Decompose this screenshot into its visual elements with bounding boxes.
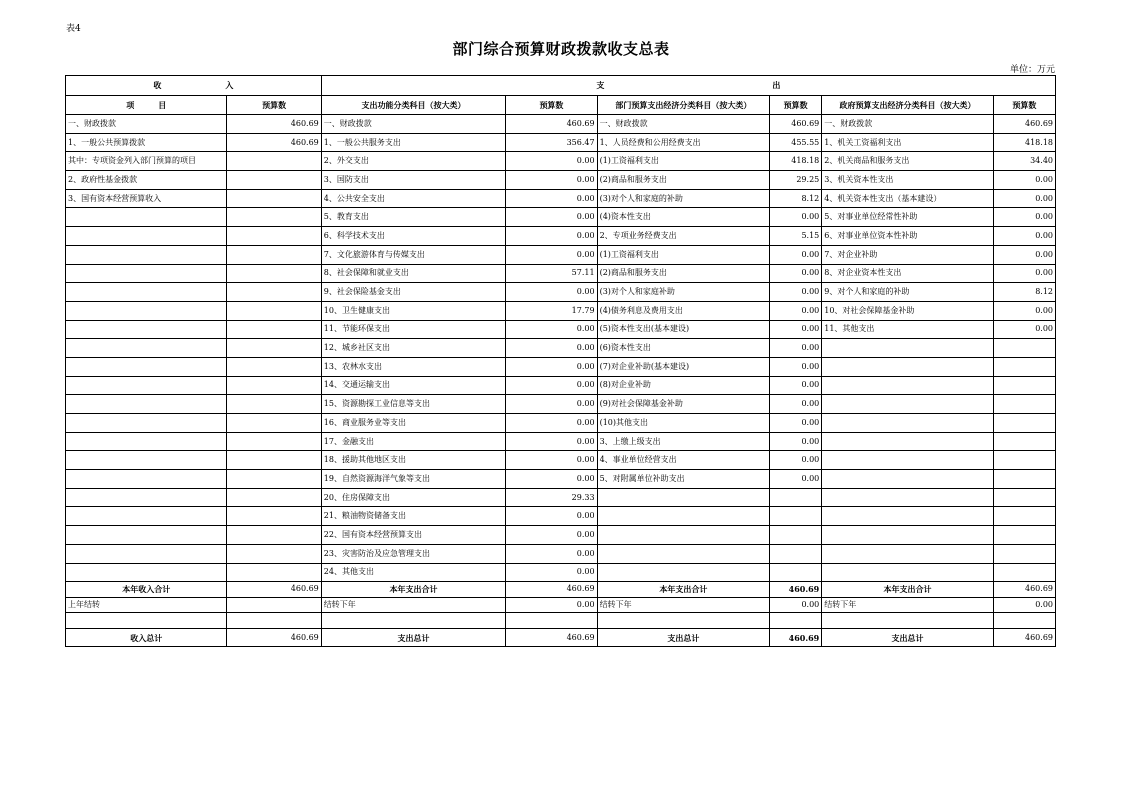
income-item: [66, 301, 227, 320]
dept-econ-amount: 460.69: [770, 115, 822, 134]
dept-econ-item: (2)商品和服务支出: [597, 171, 770, 190]
dept-econ-amount: [770, 526, 822, 545]
gov-econ-item: 2、机关商品和服务支出: [822, 152, 994, 171]
table-row: [66, 208, 1056, 227]
dept-econ-item: 支出总计: [597, 628, 770, 647]
func-amount: 0.00: [506, 563, 597, 582]
income-item: [66, 526, 227, 545]
dept-econ-amount: 0.00: [770, 470, 822, 489]
table-row: [66, 245, 1056, 264]
income-amount: 460.69: [227, 115, 321, 134]
dept-econ-amount: 0.00: [770, 264, 822, 283]
gov-econ-amount: [993, 414, 1055, 433]
func-amount: 356.47: [506, 133, 597, 152]
func-amount: 0.00: [506, 152, 597, 171]
budget-table: [65, 75, 1056, 647]
table-row: [66, 395, 1056, 414]
func-item: 23、灾害防治及应急管理支出: [321, 544, 506, 563]
income-item: 3、国有资本经营预算收入: [66, 189, 227, 208]
table-row: [66, 432, 1056, 451]
income-item: [66, 320, 227, 339]
func-amount: 0.00: [506, 320, 597, 339]
gov-econ-amount: [993, 613, 1055, 629]
func-item: 5、教育支出: [321, 208, 506, 227]
dept-econ-item: 结转下年: [597, 597, 770, 613]
col-budget-header: 预算数: [770, 95, 822, 115]
func-item: 17、金融支出: [321, 432, 506, 451]
table-row: [66, 171, 1056, 190]
func-amount: 0.00: [506, 283, 597, 302]
table-row: [66, 339, 1056, 358]
table-row: [66, 227, 1056, 246]
dept-econ-amount: 29.25: [770, 171, 822, 190]
gov-econ-item: 7、对企业补助: [822, 245, 994, 264]
dept-econ-amount: 0.00: [770, 414, 822, 433]
gov-econ-item: [822, 432, 994, 451]
func-item: 21、粮油物资储备支出: [321, 507, 506, 526]
func-amount: 0.00: [506, 357, 597, 376]
gov-econ-item: 10、对社会保障基金补助: [822, 301, 994, 320]
header-row-top: [66, 76, 1056, 96]
dept-econ-amount: 460.69: [770, 582, 822, 598]
func-item: 11、节能环保支出: [321, 320, 506, 339]
income-amount: 460.69: [227, 582, 321, 598]
func-item: 6、科学技术支出: [321, 227, 506, 246]
dept-econ-item: 5、对附属单位补助支出: [597, 470, 770, 489]
income-amount: [227, 395, 321, 414]
income-item: 收入总计: [66, 628, 227, 647]
income-amount: [227, 597, 321, 613]
dept-econ-amount: 0.00: [770, 245, 822, 264]
income-amount: [227, 470, 321, 489]
gov-econ-amount: [993, 488, 1055, 507]
dept-econ-item: (8)对企业补助: [597, 376, 770, 395]
gov-econ-item: [822, 357, 994, 376]
unit-label: 单位：万元: [1009, 65, 1055, 75]
dept-econ-item: (2)商品和服务支出: [597, 264, 770, 283]
func-amount: 0.00: [506, 245, 597, 264]
gov-econ-item: [822, 414, 994, 433]
func-item: 4、公共安全支出: [321, 189, 506, 208]
dept-econ-item: 2、专项业务经费支出: [597, 227, 770, 246]
income-item: [66, 357, 227, 376]
func-amount: 0.00: [506, 414, 597, 433]
dept-econ-amount: 5.15: [770, 227, 822, 246]
gov-econ-item: 8、对企业资本性支出: [822, 264, 994, 283]
func-item: 13、农林水支出: [321, 357, 506, 376]
income-amount: [227, 283, 321, 302]
income-amount: [227, 227, 321, 246]
dept-econ-amount: 0.00: [770, 395, 822, 414]
income-item: [66, 613, 227, 629]
gov-econ-amount: 0.00: [993, 208, 1055, 227]
dept-econ-amount: 455.55: [770, 133, 822, 152]
dept-econ-amount: 0.00: [770, 320, 822, 339]
gov-econ-amount: [993, 526, 1055, 545]
func-item: 18、援助其他地区支出: [321, 451, 506, 470]
func-item: 10、卫生健康支出: [321, 301, 506, 320]
dept-econ-amount: 0.00: [770, 451, 822, 470]
gov-econ-amount: 460.69: [993, 115, 1055, 134]
col-dept-econ-header: 部门预算支出经济分类科目（按大类）: [597, 95, 770, 115]
dept-econ-amount: [770, 613, 822, 629]
col-gov-econ-header: 政府预算支出经济分类科目（按大类）: [822, 95, 994, 115]
gov-econ-item: [822, 376, 994, 395]
func-item: 20、住房保障支出: [321, 488, 506, 507]
income-header: 收 入: [66, 76, 322, 96]
func-item: 2、外交支出: [321, 152, 506, 171]
gov-econ-item: 1、机关工资福利支出: [822, 133, 994, 152]
table-row: [66, 507, 1056, 526]
gov-econ-item: [822, 470, 994, 489]
func-amount: 460.69: [506, 115, 597, 134]
income-item: [66, 208, 227, 227]
income-amount: [227, 613, 321, 629]
expense-header: 支 出: [321, 76, 1055, 96]
dept-econ-item: (5)资本性支出(基本建设): [597, 320, 770, 339]
table-number: 表4: [66, 24, 81, 34]
table-row: [66, 544, 1056, 563]
income-amount: [227, 264, 321, 283]
gov-econ-amount: [993, 432, 1055, 451]
col-func-header: 支出功能分类科目（按大类）: [321, 95, 506, 115]
gov-econ-item: [822, 563, 994, 582]
dept-econ-amount: [770, 507, 822, 526]
gov-econ-amount: 0.00: [993, 245, 1055, 264]
dept-econ-item: 1、人员经费和公用经费支出: [597, 133, 770, 152]
gov-econ-item: 结转下年: [822, 597, 994, 613]
dept-econ-item: 一、财政拨款: [597, 115, 770, 134]
income-amount: [227, 544, 321, 563]
dept-econ-item: (7)对企业补助(基本建设): [597, 357, 770, 376]
dept-econ-item: (1)工资福利支出: [597, 245, 770, 264]
income-amount: [227, 414, 321, 433]
func-item: [321, 613, 506, 629]
dept-econ-amount: [770, 544, 822, 563]
dept-econ-item: [597, 526, 770, 545]
income-amount: 460.69: [227, 133, 321, 152]
func-amount: 0.00: [506, 544, 597, 563]
dept-econ-amount: 8.12: [770, 189, 822, 208]
dept-econ-item: (3)对个人和家庭的补助: [597, 189, 770, 208]
gov-econ-item: 3、机关资本性支出: [822, 171, 994, 190]
income-item: 2、政府性基金拨款: [66, 171, 227, 190]
func-item: 结转下年: [321, 597, 506, 613]
table-row: [66, 414, 1056, 433]
dept-econ-item: 本年支出合计: [597, 582, 770, 598]
func-item: 支出总计: [321, 628, 506, 647]
gov-econ-item: 5、对事业单位经常性补助: [822, 208, 994, 227]
income-item: [66, 264, 227, 283]
dept-econ-amount: [770, 563, 822, 582]
func-amount: 17.79: [506, 301, 597, 320]
func-amount: 0.00: [506, 526, 597, 545]
func-amount: 0.00: [506, 507, 597, 526]
func-amount: 0.00: [506, 432, 597, 451]
carry-over-row: [66, 597, 1056, 613]
func-item: 24、其他支出: [321, 563, 506, 582]
income-amount: [227, 432, 321, 451]
income-amount: [227, 488, 321, 507]
func-item: 15、资源勘探工业信息等支出: [321, 395, 506, 414]
func-item: 14、交通运输支出: [321, 376, 506, 395]
gov-econ-amount: 0.00: [993, 320, 1055, 339]
func-item: 22、国有资本经营预算支出: [321, 526, 506, 545]
income-amount: [227, 171, 321, 190]
income-amount: [227, 208, 321, 227]
table-row: [66, 488, 1056, 507]
income-amount: [227, 339, 321, 358]
col-item-header: 项 目: [66, 95, 227, 115]
table-row: [66, 133, 1056, 152]
dept-econ-item: (1)工资福利支出: [597, 152, 770, 171]
gov-econ-amount: 0.00: [993, 301, 1055, 320]
dept-econ-amount: 0.00: [770, 432, 822, 451]
income-item: [66, 339, 227, 358]
func-amount: 0.00: [506, 339, 597, 358]
func-amount: 0.00: [506, 227, 597, 246]
func-amount: [506, 613, 597, 629]
gov-econ-item: [822, 488, 994, 507]
dept-econ-item: [597, 544, 770, 563]
dept-econ-item: 4、事业单位经营支出: [597, 451, 770, 470]
year-total-row: [66, 582, 1056, 598]
income-item: 上年结转: [66, 597, 227, 613]
gov-econ-item: [822, 544, 994, 563]
income-amount: [227, 357, 321, 376]
dept-econ-amount: 0.00: [770, 339, 822, 358]
gov-econ-item: [822, 507, 994, 526]
col-budget-header: 预算数: [993, 95, 1055, 115]
gov-econ-amount: [993, 451, 1055, 470]
gov-econ-amount: [993, 376, 1055, 395]
income-item: 1、一般公共预算拨款: [66, 133, 227, 152]
income-amount: [227, 320, 321, 339]
dept-econ-item: (10)其他支出: [597, 414, 770, 433]
dept-econ-amount: 0.00: [770, 301, 822, 320]
income-amount: [227, 301, 321, 320]
func-item: 9、社会保险基金支出: [321, 283, 506, 302]
gov-econ-item: 一、财政拨款: [822, 115, 994, 134]
func-item: 8、社会保障和就业支出: [321, 264, 506, 283]
income-item: [66, 245, 227, 264]
dept-econ-item: 3、上缴上级支出: [597, 432, 770, 451]
dept-econ-amount: [770, 488, 822, 507]
func-amount: 0.00: [506, 395, 597, 414]
func-amount: 0.00: [506, 597, 597, 613]
income-amount: [227, 189, 321, 208]
gov-econ-item: 本年支出合计: [822, 582, 994, 598]
grand-total-row: [66, 628, 1056, 647]
income-amount: [227, 507, 321, 526]
income-amount: 460.69: [227, 628, 321, 647]
dept-econ-item: (6)资本性支出: [597, 339, 770, 358]
blank-row: [66, 613, 1056, 629]
col-budget-header: 预算数: [227, 95, 321, 115]
dept-econ-amount: 0.00: [770, 283, 822, 302]
table-row: [66, 376, 1056, 395]
income-item: 一、财政拨款: [66, 115, 227, 134]
income-item: [66, 227, 227, 246]
page-title: 部门综合预算财政拨款收支总表: [452, 40, 670, 58]
dept-econ-item: [597, 488, 770, 507]
gov-econ-item: 11、其他支出: [822, 320, 994, 339]
dept-econ-item: [597, 507, 770, 526]
income-amount: [227, 245, 321, 264]
dept-econ-item: (9)对社会保障基金补助: [597, 395, 770, 414]
dept-econ-amount: 0.00: [770, 376, 822, 395]
gov-econ-item: [822, 613, 994, 629]
table-row: [66, 301, 1056, 320]
gov-econ-amount: 460.69: [993, 582, 1055, 598]
income-item: [66, 563, 227, 582]
func-item: 7、文化旅游体育与传媒支出: [321, 245, 506, 264]
table-row: [66, 189, 1056, 208]
income-amount: [227, 152, 321, 171]
income-item: [66, 507, 227, 526]
func-amount: 460.69: [506, 582, 597, 598]
gov-econ-amount: [993, 563, 1055, 582]
dept-econ-amount: 0.00: [770, 357, 822, 376]
gov-econ-amount: [993, 544, 1055, 563]
table-row: [66, 526, 1056, 545]
dept-econ-item: [597, 563, 770, 582]
gov-econ-amount: [993, 357, 1055, 376]
table-row: [66, 152, 1056, 171]
table-row: [66, 320, 1056, 339]
func-amount: 0.00: [506, 171, 597, 190]
income-amount: [227, 451, 321, 470]
income-amount: [227, 563, 321, 582]
income-item: [66, 432, 227, 451]
func-amount: 0.00: [506, 470, 597, 489]
gov-econ-amount: [993, 395, 1055, 414]
gov-econ-amount: 34.40: [993, 152, 1055, 171]
income-amount: [227, 376, 321, 395]
gov-econ-amount: 0.00: [993, 264, 1055, 283]
gov-econ-amount: 418.18: [993, 133, 1055, 152]
income-item: [66, 470, 227, 489]
income-item: [66, 414, 227, 433]
gov-econ-amount: 460.69: [993, 628, 1055, 647]
gov-econ-amount: 8.12: [993, 283, 1055, 302]
col-budget-header: 预算数: [506, 95, 597, 115]
func-item: 19、自然资源海洋气象等支出: [321, 470, 506, 489]
table-row: [66, 451, 1056, 470]
table-row: [66, 264, 1056, 283]
func-item: 本年支出合计: [321, 582, 506, 598]
table-row: [66, 283, 1056, 302]
func-amount: 0.00: [506, 189, 597, 208]
dept-econ-item: [597, 613, 770, 629]
table-row: [66, 115, 1056, 134]
gov-econ-item: 4、机关资本性支出（基本建设）: [822, 189, 994, 208]
dept-econ-amount: 418.18: [770, 152, 822, 171]
header-row-columns: [66, 95, 1056, 115]
income-item: [66, 376, 227, 395]
gov-econ-item: [822, 395, 994, 414]
table-row: [66, 563, 1056, 582]
income-item: [66, 283, 227, 302]
gov-econ-item: [822, 526, 994, 545]
dept-econ-amount: 0.00: [770, 208, 822, 227]
gov-econ-amount: 0.00: [993, 189, 1055, 208]
gov-econ-item: [822, 451, 994, 470]
income-item: [66, 395, 227, 414]
gov-econ-amount: 0.00: [993, 597, 1055, 613]
gov-econ-amount: 0.00: [993, 171, 1055, 190]
gov-econ-amount: [993, 470, 1055, 489]
func-amount: 460.69: [506, 628, 597, 647]
gov-econ-item: 6、对事业单位资本性补助: [822, 227, 994, 246]
dept-econ-item: (4)债务利息及费用支出: [597, 301, 770, 320]
func-item: 16、商业服务业等支出: [321, 414, 506, 433]
func-amount: 0.00: [506, 376, 597, 395]
income-item: 其中：专项资金列入部门预算的项目: [66, 152, 227, 171]
dept-econ-amount: 0.00: [770, 597, 822, 613]
dept-econ-item: (4)资本性支出: [597, 208, 770, 227]
table-row: [66, 357, 1056, 376]
func-amount: 29.33: [506, 488, 597, 507]
func-amount: 0.00: [506, 451, 597, 470]
income-item: 本年收入合计: [66, 582, 227, 598]
gov-econ-item: 9、对个人和家庭的补助: [822, 283, 994, 302]
dept-econ-item: (3)对个人和家庭补助: [597, 283, 770, 302]
gov-econ-item: [822, 339, 994, 358]
func-amount: 0.00: [506, 208, 597, 227]
func-item: 12、城乡社区支出: [321, 339, 506, 358]
func-item: 一、财政拨款: [321, 115, 506, 134]
income-item: [66, 451, 227, 470]
func-amount: 57.11: [506, 264, 597, 283]
gov-econ-item: 支出总计: [822, 628, 994, 647]
dept-econ-amount: 460.69: [770, 628, 822, 647]
gov-econ-amount: [993, 339, 1055, 358]
income-item: [66, 488, 227, 507]
gov-econ-amount: 0.00: [993, 227, 1055, 246]
gov-econ-amount: [993, 507, 1055, 526]
table-row: [66, 470, 1056, 489]
func-item: 1、一般公共服务支出: [321, 133, 506, 152]
income-amount: [227, 526, 321, 545]
func-item: 3、国防支出: [321, 171, 506, 190]
income-item: [66, 544, 227, 563]
